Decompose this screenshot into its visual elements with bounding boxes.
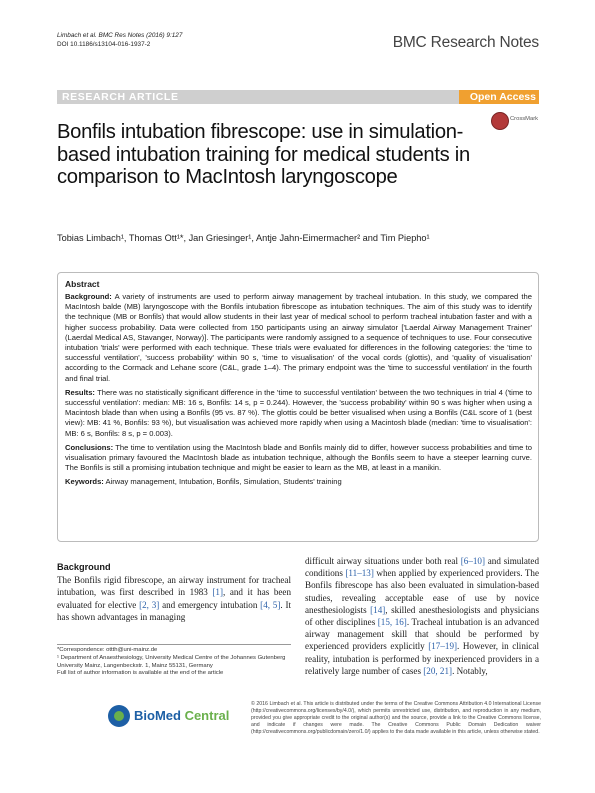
open-access-label: Open Access [469,91,536,103]
citation-link[interactable]: [15, 16] [377,617,407,628]
abstract-box [57,272,539,542]
citation-link[interactable]: [2, 3] [139,599,160,610]
author-info-note: Full list of author information is available at the end of the article [57,670,224,677]
logo-central: Central [180,708,230,723]
biomed-central-wordmark [134,708,229,723]
body-column-left [57,561,291,623]
conclusions-text: The time to ventilation using the MacIntosh blade and Bonfils mainly did to differ, however success probabilities and time to visualisation primary favoured the MacIntosh blade as intubation technique, although the Bonfils seem to have a steeper learning curve. The Bonfils is still a promising intubation technique and might be easier to learn as the MB, at least in a manikin. [65,442,532,473]
crossmark-icon [491,112,509,130]
results-label: Results: [65,387,95,397]
body-text: The Bonfils rigid fibrescope, an airway instrument for tracheal intubation, was first described in 1983 [57,575,291,598]
section-heading-background: Background [57,562,111,572]
biomed-central-icon-inner [114,711,124,721]
body-text: , skilled anesthesiologists and physicians of other disciplines [305,604,539,628]
body-text: , and it has been evaluated for elective [57,587,291,610]
keywords-text: Airway management, Intubation, Bonfils, Simulation, Students' training [105,477,342,487]
abstract-conclusions [65,443,532,474]
body-text: when applied by experienced providers. The Bonfils fibrescope has also been evaluated in simulation-based studies, revealing acceptable ease of use by novice anesthesiologists [305,568,539,615]
body-text: . It has shown advantages in managing [57,599,292,622]
body-column-right [305,555,539,677]
crossmark-label: CrossMark [510,116,539,122]
keywords-label: Keywords: [65,477,104,487]
footnote-divider [57,644,291,645]
article-type-band [57,90,539,104]
abstract-heading: Abstract [65,279,100,289]
article-type: RESEARCH ARTICLE [62,91,179,103]
footnote [57,647,297,678]
background-label: Background: [65,292,112,301]
body-text: and emergency intubation [159,599,261,610]
license-text: © 2016 Limbach et al. This article is distributed under the terms of the Creative Commons Attribution 4.0 International License (http://creativecommons.org/licenses/by/4.0/), which permits unrestricted use, distribution, and reproduction in any medium, provided you give appropriate credit to the original author(s) and the source, provide a link to the Creative Commons license, and indicate if changes were made. The Creative Commons Public Domain Dedication waiver (http://creativecommons.org/publicdomain/zero/1.0/) applies to the data made available in this article, unless otherwise stated. [251,701,541,736]
citation-link[interactable]: [4, 5] [260,599,281,610]
citation-link[interactable]: [20, 21] [423,665,453,676]
crossmark-badge[interactable] [491,110,537,130]
running-header [57,32,182,49]
background-text: A variety of instruments are used to perform airway management by tracheal intubation. In this study, we compared the MacIntosh balde (MB) laryngoscope with the Bonfils intubation fibrescope as intubation techniques. The aim of this study was to identify the technique (MB or Bonfils) that would allow students in their last year of medical school to perform tracheal intubation faster and with a higher success probability. Data were collected from 150 participants using an airway simulator ['Laerdal Airway Management Trainer' (Laerdal Medical AS, Stavanger, Norway)]. The participants were randomly assigned to a sequence of techniques to use. Four consecutive intubation 'trials' were performed with each technique. These trials were evaluated for differences in the following categories: the 'time to successful ventilation', 'success probability' within 90 s, 'time to visualisation' of the vocal cords (glottis), and 'quality of visualisation' according to the Cormack and Lehane score (C&L, grade 1–4). The primary endpoint was the 'time to successful ventilation' in the fourth and final trial. [65,292,532,383]
citation-link[interactable]: [14] [370,604,386,615]
abstract-background [65,292,532,384]
correspondence: *Correspondence: ottth@uni-mainz.de [57,647,158,653]
doi: DOI 10.1186/s13104-016-1937-2 [57,40,151,48]
citation-link[interactable]: [11–13] [345,568,374,579]
logo-bio: BioMed [134,708,181,723]
abstract-keywords [65,477,532,487]
body-text: . Notably, [452,665,488,676]
conclusions-label: Conclusions: [65,442,114,452]
citation-link[interactable]: [17–19] [428,641,458,652]
body-text: . Tracheal intubation is an advanced airway management skill that should be performed by experienced providers explicitly [305,617,539,652]
body-text: and simulated conditions [305,556,539,579]
body-text: difficult airway situations under both real [305,556,461,566]
author-list: Tobias Limbach¹, Thomas Ott¹*, Jan Griesinger¹, Antje Jahn-Eimermacher² and Tim Piepho¹ [57,233,430,243]
body-text: . However, in clinical reality, intubation is performed by inexperienced providers in a relatively large number of cases [305,641,539,676]
journal-name: BMC Research Notes [392,34,539,51]
biomed-central-logo [108,705,238,731]
citation: Limbach et al. BMC Res Notes (2016) 9:127 [57,32,183,39]
citation-link[interactable]: [6–10] [460,556,485,566]
affiliation: ¹ Department of Anaesthesiology, University Medical Centre of the Johannes Gutenberg University Mainz, Langenbeckstr. 1, Mainz 55131, Germany [57,654,286,669]
results-text: There was no statistically significant difference in the 'time to successful ventilation' between the two techniques in trial 4 ('time to successful ventilation': median: MB: 16 s, Bonfils: 14 s, p = 0.244). However, the 'success probability' within 90 s was higher when using a Macintosh blade than when using a Bonfils (95 vs. 87 %). The glottis could be better visualised when using a Bonfils (C&L score of 1 (best view): MB: 41 %, Bonfils: 93 %), but visualisation was achieved more rapidly when using a Macintosh blade (median: 'time to visualisation': MB: 6 s, Bonfils: 8 s, p = 0.003). [65,387,532,438]
article-title: Bonfils intubation fibrescope: use in simulation-based intubation training for medical students in comparison to MacIntosh laryngoscope [57,121,470,188]
citation-link[interactable]: [1] [212,587,224,598]
abstract-results [65,388,532,439]
